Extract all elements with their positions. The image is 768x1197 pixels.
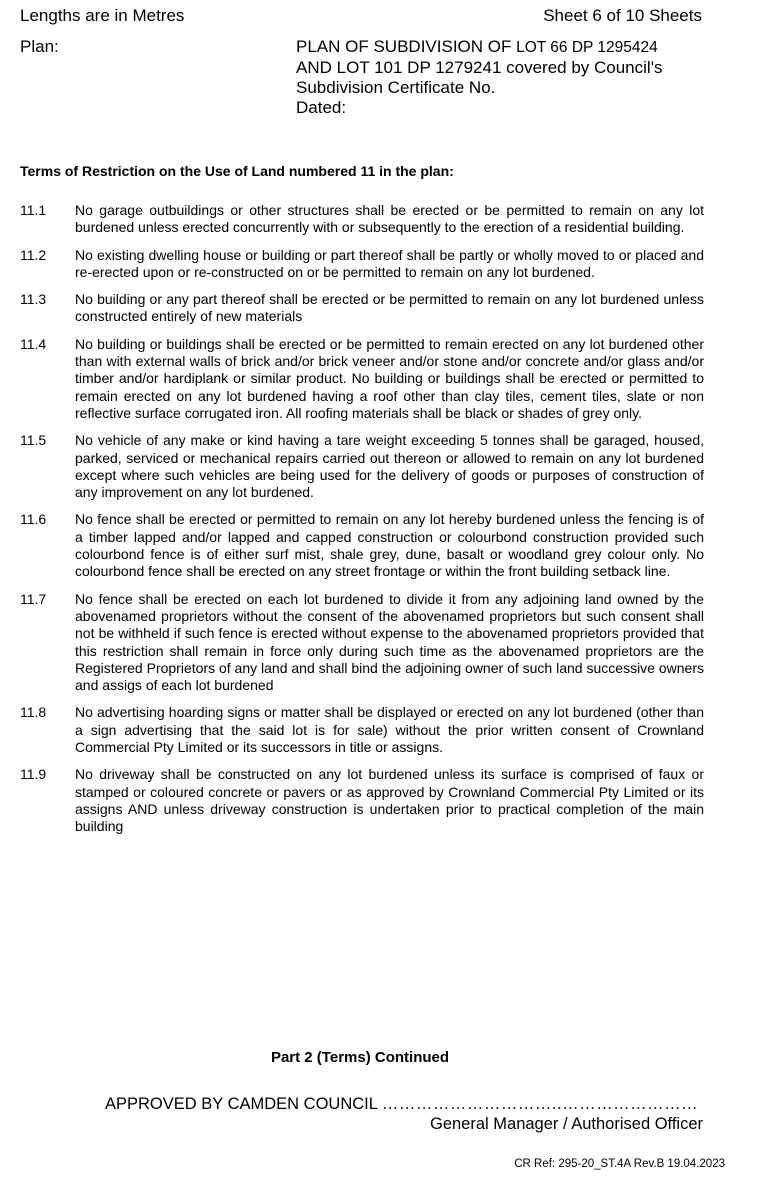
plan-line-1-main: PLAN OF SUBDIVISION OF [296,37,512,56]
clause-text: No garage outbuildings or other structures shall be erected or be permitted to remain on any lot burdened unless erected concurrently with or subsequently to the erection of a residential building. [75,202,704,236]
clause-11-6 [20,511,704,580]
plan-line-1 [296,37,736,58]
clause-number: 11.7 [20,590,47,607]
terms-heading: Terms of Restriction on the Use of Land numbered 11 in the plan: [20,163,454,179]
signature-dots: …………………………..…………………… [381,1095,699,1113]
plan-line-4: Dated: [296,98,347,117]
plan-line-3: Subdivision Certificate No. [296,78,496,97]
clause-number: 11.2 [20,246,47,263]
continued-note: Part 2 (Terms) Continued [270,1049,450,1066]
approval-label: APPROVED BY CAMDEN COUNCIL [105,1095,378,1113]
clause-text: No existing dwelling house or building or part thereof shall be partly or wholly moved to or placed and re-erected upon or re-constructed on or be permitted to remain on any lot burdened. [75,246,704,280]
clause-number: 11.5 [20,432,47,449]
clause-list [20,202,704,846]
clause-11-2 [20,247,704,282]
plan-label: Plan: [20,37,59,56]
clause-text: No vehicle of any make or kind having a tare weight exceeding 5 tonnes shall be garaged, housed, parked, serviced or mechanical repairs carried out thereon or allowed to remain on any lot burdened except where such vehicles are being used for the delivery of goods or purposes of construction of any improvement on any lot burdened. [75,432,704,501]
clause-11-1 [20,202,704,237]
sheet-number: Sheet 6 of 10 Sheets [543,6,702,25]
clause-11-8 [20,704,704,756]
clause-text: No driveway shall be constructed on any lot burdened unless its surface is comprised of faux or stamped or coloured concrete or pavers or as approved by Crownland Commercial Pty Limited or its assigns AND unless driveway construction is undertaken prior to practical completion of the main building [75,766,704,835]
clause-11-9 [20,766,704,835]
clause-number: 11.1 [20,202,47,218]
clause-number: 11.4 [20,335,47,352]
clause-number: 11.3 [20,291,47,308]
clause-text: No building or buildings shall be erected or be permitted to remain erected on any lot burdened other than with external walls of brick and/or brick veneer and/or stone and/or concrete and/or glass and/or timber and/or hardiplank or similar product. No building or buildings shall be erected or permitted to remain erected on any lot burdened having a roof other than clay tiles, cement tiles, slate or non reflective surface corrugated iron. All roofing materials shall be black or shades of grey only. [75,335,704,421]
clause-text: No building or any part thereof shall be erected or be permitted to remain on any lot burdened unless constructed entirely of new materials [75,291,704,325]
clause-11-3 [20,291,704,326]
units-note: Lengths are in Metres [20,6,185,25]
clause-number: 11.8 [20,704,47,721]
clause-11-4 [20,336,704,422]
clause-number: 11.9 [20,766,47,783]
signatory-title: General Manager / Authorised Officer [429,1115,703,1133]
plan-title [296,37,736,118]
plan-line-1-lot: LOT 66 DP 1295424 [516,39,658,56]
cr-reference: CR Ref: 295-20_ST.4A Rev.B 19.04.2023 [514,1158,725,1170]
clause-text: No advertising hoarding signs or matter shall be displayed or erected on any lot burdened (other than a sign advertising that the said lot is for sale) without the prior written consent of Crownland Commercial Pty Limited or its successors in title or assigns. [75,704,704,756]
clause-text: No fence shall be erected or permitted to remain on any lot hereby burdened unless the fencing is of a timber lapped and/or lapped and capped construction or colourbond construction provided such colourbond fence is of either surf mist, shale grey, dune, basalt or woodland grey colour only. No colourbond fence shall be erected on any street frontage or within the front building setback line. [75,511,704,580]
clause-text: No fence shall be erected on each lot burdened to divide it from any adjoining land owned by the abovenamed proprietors without the consent of the abovenamed proprietors but such consent shall not be withheld if such fence is erected without expense to the abovenamed proprietors provided that this restriction shall remain in force only during such time as the abovenamed proprietors are the Registered Proprietors of any land and shall bind the adjoining owner of such land successive owners and assigs of each lot burdened [75,590,704,694]
plan-line-2: AND LOT 101 DP 1279241 covered by Council's [296,58,663,77]
clause-number: 11.6 [20,511,47,528]
clause-11-5 [20,432,704,501]
clause-11-7 [20,591,704,695]
approval-line [105,1094,698,1114]
